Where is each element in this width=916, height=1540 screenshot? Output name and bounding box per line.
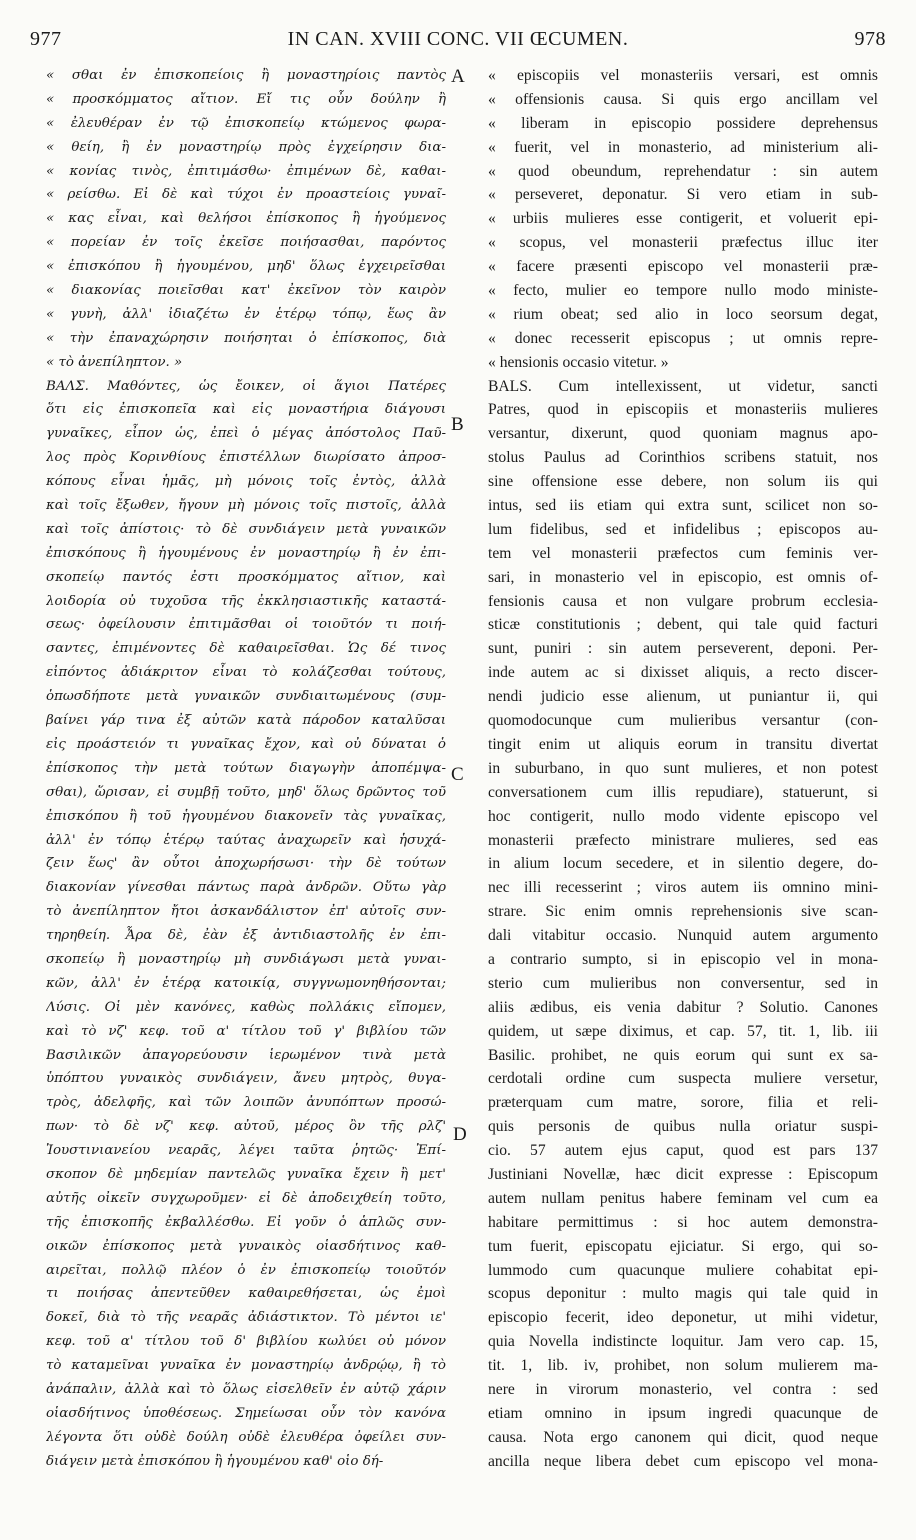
text-line: autem nullam penitus habere feminam vel cum ea: [488, 1189, 878, 1207]
text-line: Ἰουστινιανείου νεαρᾶς, λέγει ταῦτα ῥητῶς· Ἐπί-: [46, 1143, 446, 1159]
text-line: « τὴν ἐπαναχώρησιν ποιήσηται ὁ ἐπίσκοπος, διὰ: [46, 330, 446, 346]
text-line: ΒΑΛΣ. Μαθόντες, ὡς ἔοικεν, οἱ ἅγιοι Πατέρες: [46, 378, 446, 394]
text-line: « urbiis mulieres esse contigerit, et voluerit epi-: [488, 210, 878, 228]
text-line: in suburbano, in quo sunt mulieres, et non potest: [488, 759, 878, 777]
text-line: nec illi recesserint ; viros autem iis omnino mini-: [488, 879, 878, 897]
text-line: δοκεῖ, διὰ τὸ τῆς νεαρᾶς ἀδιάστικτον. Τὸ μέντοι ιε': [46, 1310, 446, 1326]
text-line: stolus Paulus ad Corinthios scribens statuit, nos: [488, 449, 878, 467]
text-line: σκοπείῳ ἢ μοναστηρίῳ μὴ συνδιάγωσι μετὰ γυναι-: [46, 951, 446, 967]
text-line: « fecto, mulier eo tempore nullo modo ministe-: [488, 282, 878, 300]
page-number-right: 978: [854, 28, 886, 50]
text-line: τῆς ἐπισκοπῆς ἐκβαλλέσθω. Εἰ γοῦν ὁ ἁπλῶς συν-: [46, 1214, 446, 1230]
text-line: « ρείσθω. Εἰ δὲ καὶ τύχοι ἐν προαστείοις γυναῖ-: [46, 187, 446, 203]
text-line: « σθαι ἐν ἐπισκοπείοις ἢ μοναστηρίοις παντὸς: [46, 68, 446, 83]
text-line: ὅτι εἰς ἐπισκοπεῖα καὶ εἰς μοναστήρια διάγουσι: [46, 402, 446, 418]
text-line: nere in virorum monasterio, vel contra : sed: [488, 1380, 878, 1398]
text-line: ἐπισκόπου ἢ τοῦ ἡγουμένου διακονεῖν τὰς γυναῖκας,: [46, 808, 446, 824]
text-line: τρὸς, ἀδελφῆς, καὶ τῶν λοιπῶν ἀνυπόπτων προσώ-: [46, 1095, 446, 1111]
text-line: ζειν ἕως' ἂν οὗτοι ἀποχωρήσωσι· τὴν δὲ τούτων: [46, 856, 446, 872]
text-line: « liberam in episcopio possidere deprehensus: [488, 114, 878, 132]
text-line: quidem, ut sæpe diximus, et cap. 57, tit. 1, lib. iii: [488, 1022, 878, 1040]
text-line: intus, sed iis etiam qui extra sunt, scilicet non so-: [488, 497, 878, 515]
text-line: BALS. Cum intellexissent, ut videtur, sancti: [488, 377, 878, 395]
text-line: « προσκόμματος αἴτιον. Εἴ τις οὖν δούλην ἢ: [46, 91, 446, 107]
text-line: διάγειν μετὰ ἐπισκόπου ἢ ἡγουμένου καθ' οἱο δή-: [46, 1453, 384, 1469]
text-line: « ἐπισκόπου ἢ ἡγουμένου, μηδ' ὅλως ἐγχειρεῖσθαι: [46, 259, 446, 275]
text-line: αιρεῖται, πολλῷ πλέον ὁ ἐν ἐπισκοπείῳ τοιοῦτόν: [46, 1262, 446, 1278]
text-line: « θείη, ἢ ἐν μοναστηρίῳ πρὸς ἐγχείρησιν δια-: [46, 139, 446, 155]
text-line: sari, in monasterio vel in episcopio, est omnis of-: [488, 568, 878, 586]
text-line: ἀνάπαλιν, ἀλλὰ καὶ τὸ ὅλως εἰσελθεῖν ἐν αὐτῷ χάριν: [46, 1381, 446, 1397]
running-title: IN CAN. XVIII CONC. VII ŒCUMEN.: [287, 28, 629, 50]
text-line: τὸ καταμεῖναι γυναῖκα ἐν μοναστηρίῳ ἀνδρῴῳ, ἢ τὸ: [46, 1358, 446, 1374]
text-line: λοιδορία οὐ τυχοῦσα τῆς ἐκκλησιαστικῆς καταστά-: [46, 593, 446, 609]
text-line: quia Novella indistincte loquitur. Jam vero cap. 15,: [488, 1333, 878, 1351]
text-line: « perseveret, deponatur. Si vero etiam in sub-: [488, 186, 878, 204]
text-line: καὶ τοῖς ἔξωθεν, ἤγουν μὴ μόνοις τοῖς πιστοῖς, ἀλλὰ: [46, 498, 446, 514]
text-line: αὐτῆς οἰκεῖν συγχωροῦμεν· εἰ δὲ ἀποδειχθείη τοῦτο,: [46, 1190, 446, 1206]
text-line: « hensionis occasio vitetur. »: [488, 353, 669, 371]
text-line: « rium obeat; sed alio in loco seorsum degat,: [488, 305, 878, 323]
text-line: Βασιλικῶν ἀπαγορεύουσιν ἱερωμένον τινὰ μετὰ: [46, 1047, 446, 1063]
text-line: ἐπίσκοπος τὴν μετὰ τούτων διαγωγὴν ἀποπέμψα-: [46, 760, 446, 776]
text-line: διακονίαν γίνεσθαι πάντως παρὰ ἀνδρῶν. Οὕτω γὰρ: [46, 880, 446, 896]
text-line: sticæ constitutionis ; debent, qui tale quid facturi: [488, 616, 878, 634]
text-line: monasterii præfecto ministrare mulieres, sed eas: [488, 831, 878, 849]
text-line: τὸ ἀνεπίληπτον ἤτοι ἀσκανδάλιστον ἐπ' αὐτοῖς συν-: [46, 904, 446, 920]
text-line: cerdotali ordine cum suspecta muliere versetur,: [488, 1070, 878, 1088]
text-line: « facere præsenti episcopo vel monasterii præ-: [488, 258, 878, 276]
text-line: « fuerit, vel in monasterio, ad ministerium ali-: [488, 138, 878, 156]
text-line: « γυνὴ, ἀλλ' ἰδιαζέτω ἐν ἑτέρῳ τόπῳ, ἕως ἂν: [46, 306, 446, 322]
text-line: causa. Nota ergo canonem qui dicit, quod neque: [488, 1428, 878, 1446]
text-line: quis personis de quibus nulla oriatur suspi-: [488, 1118, 878, 1136]
text-line: « ἐλευθέραν ἐν τῷ ἐπισκοπείῳ κτώμενος φωρα-: [46, 115, 446, 131]
text-line: λος πρὸς Κορινθίους ἐπιστέλλων διωρίσατο ἀπροσ-: [46, 450, 446, 466]
text-line: ἀλλ' ἐν τόπῳ ἑτέρῳ ταύτας ἀναχωρεῖν καὶ ἡσυχά-: [46, 832, 446, 848]
latin-text-column: [488, 64, 878, 1524]
text-line: etiam omnino in ipsum ingredi quacunque de: [488, 1404, 878, 1422]
text-line: κῶν, ἀλλ' ἐν ἑτέρᾳ κατοικίᾳ, συγγνωμονηθήσονται;: [46, 975, 446, 991]
text-line: hoc contigerit, nullo modo vidente episcopo vel: [488, 807, 878, 825]
text-line: tem vel monasterii præfectos cum feminis ver-: [488, 544, 878, 562]
text-line: καὶ τοῖς ἀπίστοις· τὸ δὲ συνδιάγειν μετὰ γυναικῶν: [46, 521, 446, 537]
text-line: præterquam cum matre, sorore, filia et reli-: [488, 1094, 878, 1112]
text-line: « πορείαν ἐν τοῖς ἐκεῖσε ποιήσασθαι, παρόντος: [46, 235, 446, 251]
text-line: « κας εἶναι, καὶ θελήσοι ἐπίσκοπος ἢ ἡγούμενος: [46, 211, 446, 227]
text-line: τι ποιήσας ἀπεντεῦθεν καθαιρεθήσεται, ὡς ἐμοὶ: [46, 1286, 446, 1302]
text-line: καὶ τὸ νζ' κεφ. τοῦ α' τίτλου τοῦ γ' βιβλίου τῶν: [46, 1023, 446, 1039]
section-marker-c: C: [451, 764, 464, 785]
text-line: fensionis causa et non vulgare probrum ecclesia-: [488, 592, 878, 610]
text-line: κόπους εἶναι ἡμᾶς, μὴ μόνοις τοῖς ἐντὸς, ἀλλὰ: [46, 474, 446, 490]
text-line: λέγοντα ὅτι οὐδὲ δούλη οὐδὲ ἐλευθέρα ὀφείλει συν-: [46, 1429, 446, 1445]
text-line: cio. 57 autem ejus caput, quod est pars 137: [488, 1142, 878, 1160]
text-line: tingit enim ut aliquis eorum in transitu divertat: [488, 735, 878, 753]
text-line: Justiniani Novellæ, hæc dicit expresse : Episcopum: [488, 1165, 878, 1183]
text-line: episcopio fecerit, ideo deponetur, ut mihi videtur,: [488, 1309, 878, 1327]
text-line: σκοπείῳ παντός ἐστι προσκόμματος αἴτιον, καὶ: [46, 569, 446, 585]
text-line: Patres, quod in episcopiis et monasteriis mulieres: [488, 401, 878, 419]
text-line: « διακονίας ποιεῖσθαι κατ' ἐκεῖνον τὸν καιρὸν: [46, 283, 446, 299]
text-line: nendi judicio esse alienum, ut puniantur ii, qui: [488, 688, 878, 706]
text-line: tit. 1, lib. iv, prohibet, non solum mulierem ma-: [488, 1357, 878, 1375]
text-line: Λύσις. Οἱ μὲν κανόνες, καθὼς πολλάκις εἴπομεν,: [46, 999, 446, 1015]
text-line: εἰπόντος ἀδιάκριτον εἶναι τὸ κολάζεσθαι τούτους,: [46, 665, 446, 681]
text-line: strare. Sic enim omnis reprehensionis sive scan-: [488, 903, 878, 921]
text-line: ἐπισκόπους ἢ ἡγουμένους ἐν μοναστηρίῳ ἢ ἐν ἐπι-: [46, 545, 446, 561]
text-line: πων· τὸ δὲ νζ' κεφ. αὐτοῦ, μέρος ὂν τῆς ρλζ': [46, 1119, 446, 1135]
text-line: « offensionis causa. Si quis ergo ancillam vel: [488, 90, 878, 108]
text-line: quomodocunque cum mulieribus versantur (con-: [488, 712, 878, 730]
text-line: in alium locum secedere, et in silentio degere, do-: [488, 855, 878, 873]
text-line: lummodo cum quacunque muliere cohabitat epi-: [488, 1261, 878, 1279]
text-line: σαντες, ἐπιμένοντες δὲ καθαιρεῖσθαι. Ὡς δέ τινος: [46, 641, 446, 657]
text-line: sine offensione esse debere, non solum iis qui: [488, 473, 878, 491]
text-line: ὑπόπτου γυναικὸς συνδιάγειν, ἄνευ μητρὸς, θυγα-: [46, 1071, 446, 1087]
greek-text-column: [46, 64, 446, 1524]
text-line: σκοπον δὲ μηδεμίαν παντελῶς γυναῖκα ἔχειν ἢ μετ': [46, 1166, 446, 1182]
text-line: « κονίας τινὸς, ἐπιτιμάσθω· ἐπιμένων δὲ, καθαι-: [46, 163, 446, 179]
text-line: « τὸ ἀνεπίληπτον. »: [46, 354, 183, 370]
text-line: inde autem ac si dixisset aliquis, a recto discer-: [488, 664, 878, 682]
text-line: κεφ. τοῦ α' τίτλου τοῦ δ' βιβλίου κωλύει οὐ μόνον: [46, 1334, 446, 1350]
section-marker-b: B: [451, 414, 464, 435]
text-line: scopus deponitur : multo magis qui tale quid in: [488, 1285, 878, 1303]
text-line: τηρηθείη. Ἆρα δὲ, ἐὰν ἐξ ἀντιδιαστολῆς ἐν ἐπι-: [46, 928, 446, 944]
text-line: tum fuerit, episcopatu ejiciatur. Si ergo, qui so-: [488, 1237, 878, 1255]
text-line: aliis ædibus, eis venia dabitur ? Solutio. Canones: [488, 998, 878, 1016]
text-line: lum fidelibus, sed et infidelibus ; episcopos au-: [488, 520, 878, 538]
text-line: γυναῖκες, εἶπον ὡς, ἐπεὶ ὁ μέγας ἀπόστολος Παῦ-: [46, 426, 446, 442]
text-line: « donec recesserit episcopus ; ut omnis repre-: [488, 329, 878, 347]
text-line: habitare permittimus : si hoc autem demonstra-: [488, 1213, 878, 1231]
running-header: [30, 28, 886, 58]
section-marker-a: A: [451, 66, 465, 87]
text-line: εἰς προάστειόν τι γυναῖκας ἔχον, καὶ οὐ δύναται ὁ: [46, 736, 446, 752]
text-line: conversationem cum illis repudiare), statuerunt, si: [488, 783, 878, 801]
text-line: versantur, dixerunt, quod quoniam magnus apo-: [488, 425, 878, 443]
page-number-left: 977: [30, 28, 62, 50]
text-line: οικῶν ἐπίσκοπος μετὰ γυναικὸς οἱασδήτινος καθ-: [46, 1238, 446, 1254]
text-line: Basilic. prohibet, ne quis eorum qui sunt ex sa-: [488, 1046, 878, 1064]
text-line: ancilla neque libera debet cum episcopo vel mona-: [488, 1452, 878, 1470]
text-line: sterio cum mulieribus non conversentur, sed in: [488, 974, 878, 992]
text-line: σθαι), ὥρισαν, εἰ συμβῇ τοῦτο, μηδ' ὅλως δρῶντος τοῦ: [46, 784, 446, 800]
text-line: ὁπωσδήποτε μετὰ γυναικῶν συνδιαιτωμένους (συμ-: [46, 689, 446, 705]
text-line: a contrario sumpto, si in episcopio vel in mona-: [488, 950, 878, 968]
text-line: σεως· ὀφείλουσιν ἐπιτιμᾶσθαι οἱ τοιοῦτόν τι ποιή-: [46, 617, 446, 633]
text-line: βαίνει γάρ τινα ἐξ αὐτῶν κατὰ πάροδον καταλῦσαι: [46, 713, 446, 729]
text-line: « quod obeundum, reprehendatur : sin autem: [488, 162, 878, 180]
text-line: « episcopiis vel monasteriis versari, est omnis: [488, 67, 878, 84]
section-marker-d: D: [453, 1124, 467, 1145]
text-line: dali vitabitur occasio. Nunquid autem argumento: [488, 927, 878, 945]
text-line: « scopus, vel monasterii præfectus illuc iter: [488, 234, 878, 252]
text-line: οἱασδήτινος ὑποθέσεως. Σημείωσαι οὖν τὸν κανόνα: [46, 1405, 446, 1421]
text-line: sunt, puniri : sin autem perseverent, deponi. Per-: [488, 640, 878, 658]
